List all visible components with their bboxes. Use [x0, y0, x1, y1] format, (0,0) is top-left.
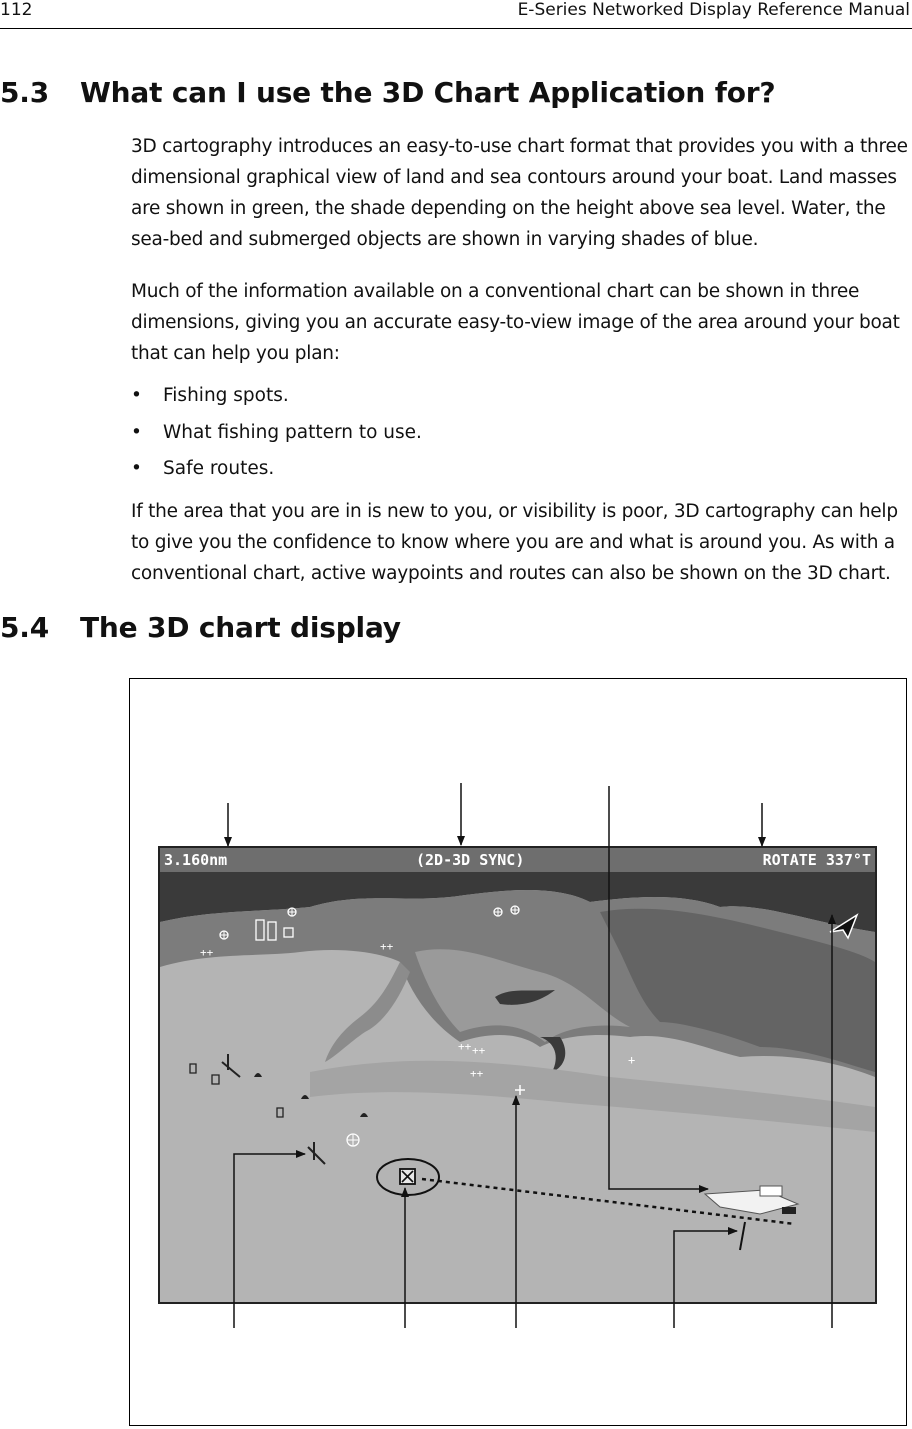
- bullet-text: Fishing spots.: [163, 385, 289, 406]
- paragraph-3d-intro: 3D cartography introduces an easy-to-use chart format that provides you with a three dimensional graphical view of land and sea contours around your boat. Land masses are shown in green, the shade depending on the height above sea level. Water, the sea-bed and submerged objects are shown in varying shades of blue.: [131, 136, 908, 250]
- sync-mode-indicator: (2D-3D SYNC): [416, 851, 525, 869]
- manual-title: E-Series Networked Display Reference Manual: [517, 0, 910, 20]
- callout-vessel: [609, 786, 708, 1189]
- section-title: What can I use the 3D Chart Application for?: [80, 76, 776, 109]
- sounding-mark: ++: [458, 1040, 472, 1053]
- callout-wreck: [234, 1154, 305, 1328]
- sounding-mark: ++: [380, 940, 394, 953]
- paragraph-information: Much of the information available on a conventional chart can be shown in three dimensions, giving you an accurate easy-to-view image of the area around your boat that can help you plan:: [131, 281, 900, 364]
- bullet-text: What fishing pattern to use.: [163, 422, 422, 443]
- bullet-text: Safe routes.: [163, 458, 275, 479]
- paragraph-visibility: If the area that you are in is new to you, or visibility is poor, 3D cartography can help to give you the confidence to know where you are and what is around you. As with a conventional chart, active waypoints and routes can also be shown on the 3D chart.: [131, 501, 898, 584]
- bullet-glyph: •: [131, 458, 142, 479]
- orientation-readout: ROTATE 337°T: [762, 851, 871, 869]
- sounding-mark: ++: [200, 946, 214, 959]
- section-number: 5.4: [0, 611, 50, 644]
- section-title: The 3D chart display: [80, 611, 401, 644]
- scale-readout: 3.160nm: [164, 851, 228, 869]
- sounding-mark: +: [628, 1053, 636, 1067]
- sounding-mark: ++: [472, 1044, 486, 1057]
- section-number: 5.3: [0, 76, 50, 109]
- sounding-mark: ++: [470, 1067, 484, 1080]
- page-number: 112: [0, 0, 33, 20]
- callout-heading-vector: [674, 1231, 737, 1328]
- bullet-glyph: •: [131, 422, 142, 443]
- bullet-glyph: •: [131, 385, 142, 406]
